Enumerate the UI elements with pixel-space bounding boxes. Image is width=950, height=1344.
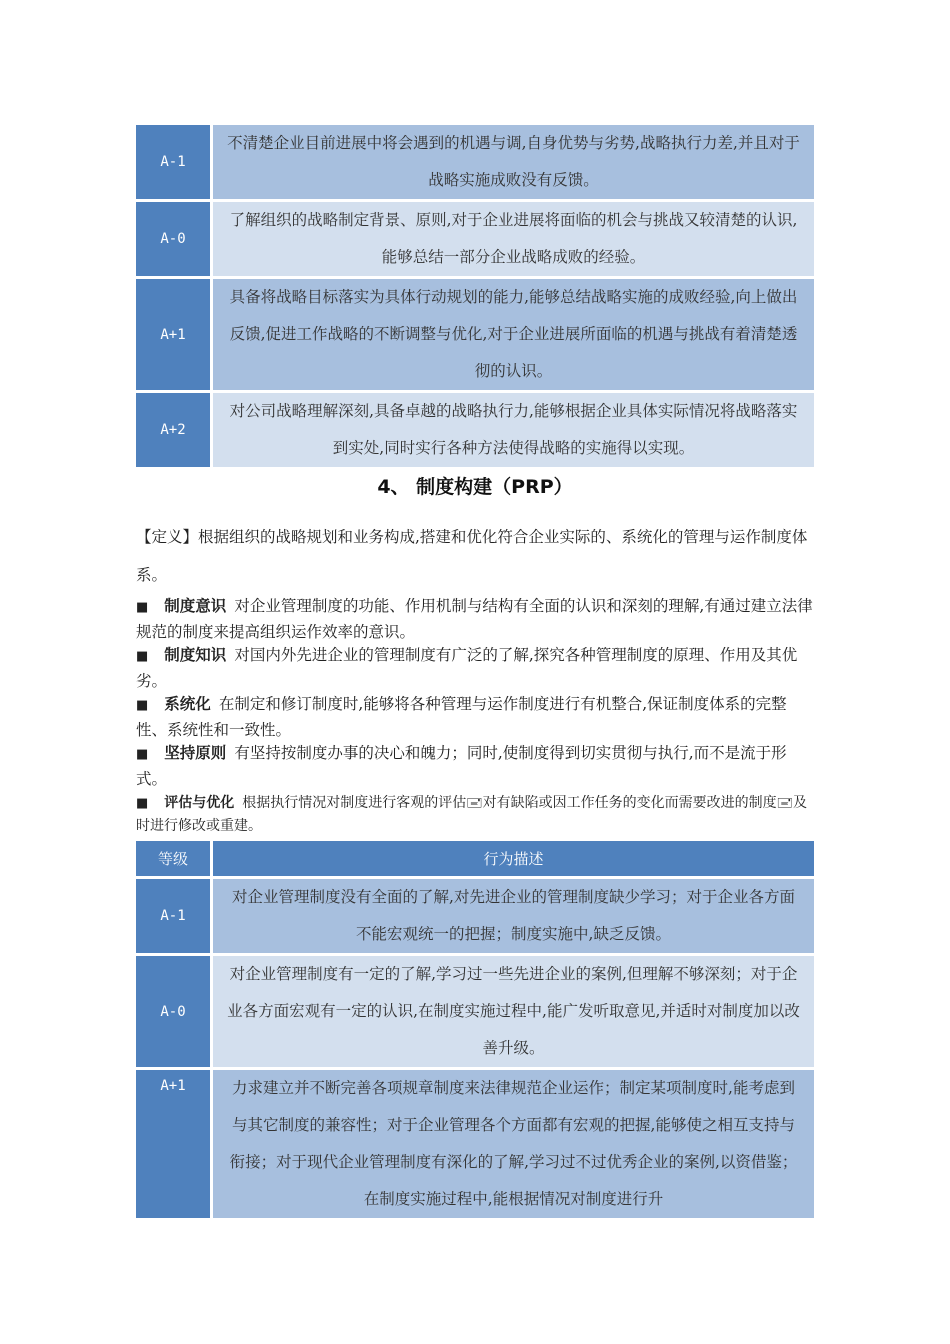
bullet-term: 系统化 [164,695,211,713]
square-bullet-icon: ■ [136,698,149,713]
bullet-term: 评估与优化 [164,795,235,811]
table-row [136,393,814,470]
level-cell: A-0 [136,956,213,1070]
bullet-text: 根据执行情况对制度进行客观的评估🖃对有缺陷或因工作任务的变化而需要改进的制度🖃及时进行修改或重建。 [136,795,808,834]
level-cell: A+1 [136,279,213,393]
table-row [136,125,814,202]
description-cell: 力求建立并不断完善各项规章制度来法律规范企业运作；制定某项制度时,能考虑到与其它制度的兼容性；对于企业管理各个方面都有宏观的把握,能够使之相互支持与衔接；对于现代企业管理制度有深化的了解,学习过不过优秀企业的案例,以资借鉴；在制度实施过程中,能根据情况对制度进行升 [213,1070,814,1221]
bullet-item [136,594,816,644]
strategy-level-table [136,125,814,470]
bullet-item [136,741,816,791]
description-cell: 对公司战略理解深刻,具备卓越的战略执行力,能够根据企业具体实际情况将战略落实到实处,同时实行各种方法使得战略的实施得以实现。 [213,393,814,470]
description-cell: 具备将战略目标落实为具体行动规划的能力,能够总结战略实施的成败经验,向上做出反馈,促进工作战略的不断调整与优化,对于企业进展所面临的机遇与挑战有着清楚透彻的认识。 [213,279,814,393]
bullet-text: 有坚持按制度办事的决心和魄力；同时,使制度得到切实贯彻与执行,而不是流于形式。 [136,744,787,788]
table-row [136,1070,814,1221]
bullet-item [136,692,816,742]
bullet-item [136,643,816,693]
square-bullet-icon: ■ [136,649,149,664]
description-cell: 对企业管理制度有一定的了解,学习过一些先进企业的案例,但理解不够深刻；对于企业各方面宏观有一定的认识,在制度实施过程中,能广发听取意见,并适时对制度加以改善升级。 [213,956,814,1070]
bullet-term: 坚持原则 [164,744,227,762]
level-cell: A+2 [136,393,213,470]
level-cell: A-0 [136,202,213,279]
table-row [136,279,814,393]
level-cell: A-1 [136,879,213,956]
bullet-text: 对国内外先进企业的管理制度有广泛的了解,探究各种管理制度的原理、作用及其优劣。 [136,646,798,690]
level-cell: A-1 [136,125,213,202]
bullet-text: 对企业管理制度的功能、作用机制与结构有全面的认识和深刻的理解,有通过建立法律规范的制度来提高组织运作效率的意识。 [136,597,813,641]
table-row [136,956,814,1070]
bullet-text: 在制定和修订制度时,能够将各种管理与运作制度进行有机整合,保证制度体系的完整性、系统性和一致性。 [136,695,787,739]
square-bullet-icon: ■ [136,796,149,811]
square-bullet-icon: ■ [136,600,149,615]
definition-paragraph: 【定义】根据组织的战略规划和业务构成,搭建和优化符合企业实际的、系统化的管理与运作制度体系。 [136,528,808,584]
bullet-item [136,792,816,837]
header-description: 行为描述 [213,841,814,879]
description-cell: 不清楚企业目前进展中将会遇到的机遇与调,自身优势与劣势,战略执行力差,并且对于战略实施成败没有反馈。 [213,125,814,202]
section-heading: 4、 制度构建（PRP） [377,476,573,498]
header-level: 等级 [136,841,213,879]
bullet-term: 制度意识 [164,597,227,615]
bullet-term: 制度知识 [164,646,227,664]
table-header-row [136,841,814,879]
description-cell: 了解组织的战略制定背景、原则,对于企业进展将面临的机会与挑战又较清楚的认识,能够总结一部分企业战略成败的经验。 [213,202,814,279]
table-row [136,879,814,956]
level-cell: A+1 [136,1070,213,1221]
square-bullet-icon: ■ [136,747,149,762]
system-building-level-table [136,841,814,1221]
description-cell: 对企业管理制度没有全面的了解,对先进企业的管理制度缺少学习；对于企业各方面不能宏观统一的把握；制度实施中,缺乏反馈。 [213,879,814,956]
table-row [136,202,814,279]
